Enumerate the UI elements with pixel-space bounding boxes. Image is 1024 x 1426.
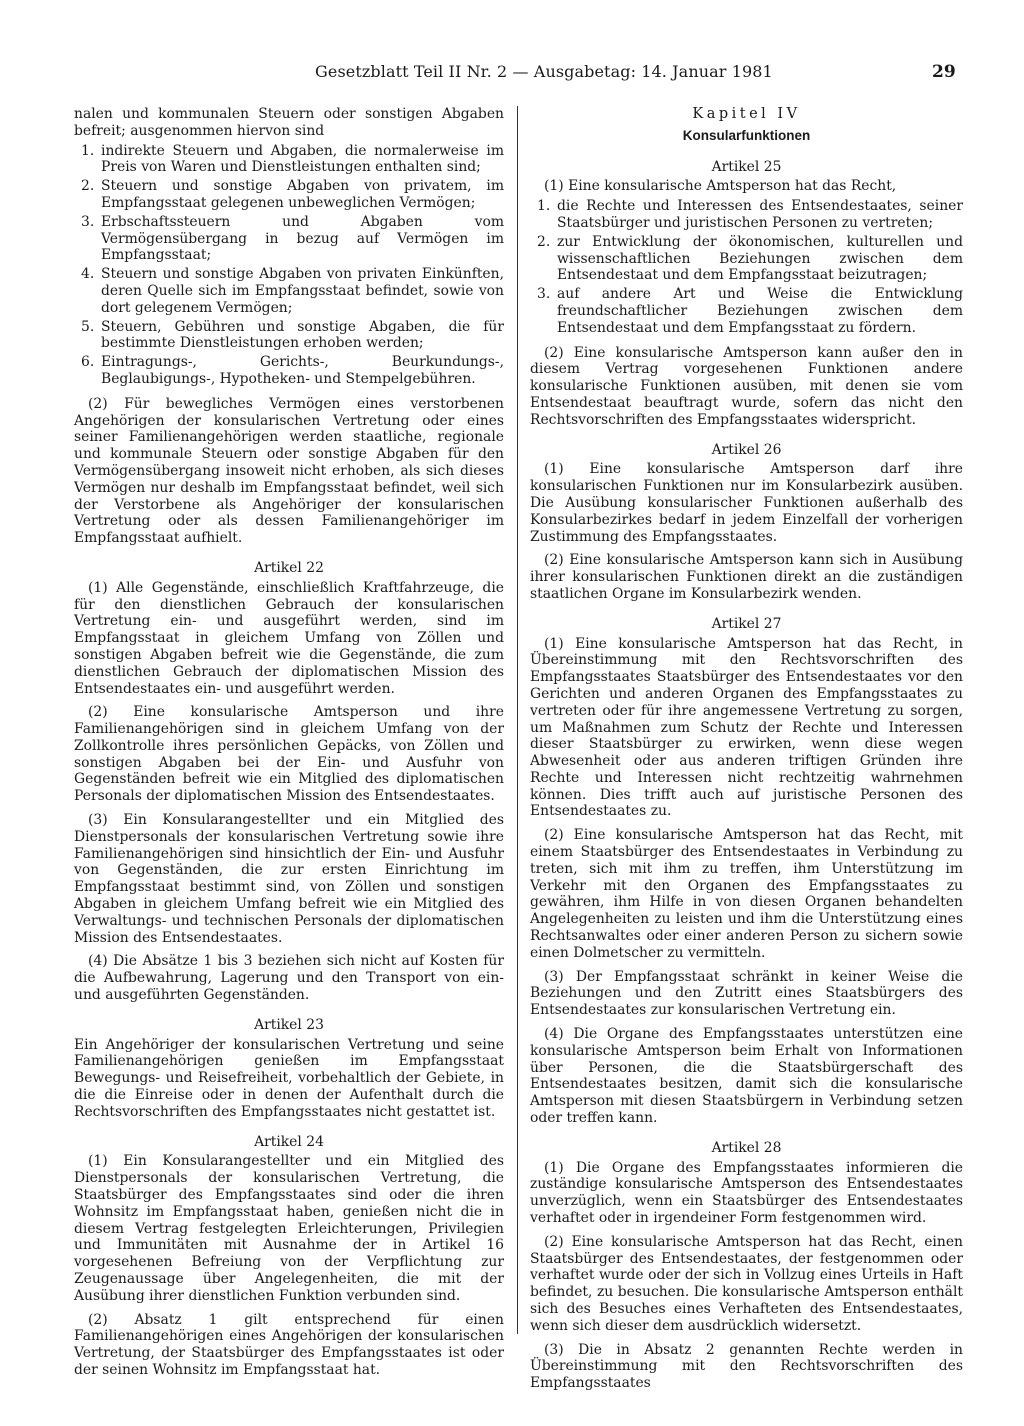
list-number: 3. bbox=[81, 213, 95, 230]
paragraph: (3) Ein Konsularangestellter und ein Mitglied des Dienstpersonals der konsularischen Vertretung sowie ihre Familienangehörigen sind hinsichtlich der Ein- und Ausfuhr von Gegenständen, die zur ersten Einrichtung im Empfangsstaat bestimmt sind, von Zöllen und sonstigen Abgaben in gleichem Umfang befreit wie ein Mitglied des Verwaltungs- und technischen Personals der diplomatischen Mission des Entsendestaates. bbox=[74, 812, 504, 946]
list-number: 6. bbox=[81, 354, 95, 371]
paragraph: (2) Eine konsularische Amtsperson kann sich in Ausübung ihrer konsularischen Funktionen direkt an die zuständigen staatlichen Organe im Konsularbezirk wenden. bbox=[530, 552, 963, 602]
list-number: 3. bbox=[537, 286, 551, 303]
paragraph: Ein Angehöriger der konsularischen Vertretung und seine Familienangehörigen genießen im Empfangsstaat Bewegungs- und Reisefreiheit, vorbehaltlich der Gebiete, in die die Einreise oder in denen der Aufenthalt durch die Rechtsvorschriften des Empfangsstaates nicht gestattet ist. bbox=[74, 1036, 504, 1120]
chapter-title: Konsularfunktionen bbox=[682, 127, 811, 143]
list-text: Steuern und sonstige Abgaben von privatem, im Empfangsstaat gelegenen unbeweglichen Vermögen; bbox=[101, 178, 504, 211]
paragraph: (1) Die Organe des Empfangsstaates informieren die zuständige konsularische Amtsperson des Entsendestaates unverzüglich, wenn ein Staatsbürger des Entsendestaates verhaftet oder in irgendeiner Form festgenommen wird. bbox=[530, 1159, 963, 1227]
article-heading: Artikel 25 bbox=[711, 158, 782, 175]
article-heading: Artikel 22 bbox=[254, 559, 324, 576]
paragraph: (2) Absatz 1 gilt entsprechend für einen Familienangehörigen eines Angehörigen der konsularischen Vertretung, der Staatsbürger des Empfangsstaates ist oder der seinen Wohnsitz im Empfangsstaat hat. bbox=[74, 1311, 504, 1378]
article-heading: Artikel 27 bbox=[711, 615, 782, 632]
page-header bbox=[0, 62, 1024, 88]
list-number: 1. bbox=[81, 142, 95, 159]
list-text: die Rechte und Interessen des Entsendestaates, seiner Staatsbürger und juristischen Personen zu vertreten; bbox=[557, 198, 963, 231]
list-item bbox=[74, 214, 504, 264]
list-text: Eintragungs-, Gerichts-, Beurkundungs-, Beglaubigungs-, Hypotheken- und Stempelgebühren. bbox=[101, 354, 504, 387]
page-number: 29 bbox=[932, 62, 956, 82]
list-number: 4. bbox=[81, 266, 95, 283]
article-heading: Artikel 23 bbox=[254, 1016, 324, 1033]
list-number: 2. bbox=[537, 233, 551, 250]
chapter-heading: Kapitel IV bbox=[692, 106, 801, 122]
list-item bbox=[74, 354, 504, 388]
list-item bbox=[530, 286, 963, 336]
list-item bbox=[74, 143, 504, 177]
paragraph: (4) Die Absätze 1 bis 3 beziehen sich nicht auf Kosten für die Aufbewahrung, Lagerung und den Transport von ein- und ausgeführten Gegenständen. bbox=[74, 953, 504, 1004]
list-number: 5. bbox=[81, 318, 95, 335]
paragraph: (2) Eine konsularische Amtsperson und ihre Familienangehörigen sind in gleichem Umfang von der Zollkontrolle ihres persönlichen Gepäcks, von Zöllen und sonstigen Abgaben bei der Ein- und Ausfuhr von Gegenständen befreit wie ein Mitglied des diplomatischen Personals der diplomatischen Mission des Entsendestaates. bbox=[74, 704, 504, 805]
list-item bbox=[530, 198, 963, 232]
paragraph: (1) Eine konsularische Amtsperson hat das Recht, in Übereinstimmung mit den Rechtsvorschriften des Empfangsstaates Staatsbürger des Entsendestaates vor den Gerichten und anderen Organen des Empfangsstaates zu vertreten oder für ihre angemessene Vertretung zu sorgen, um Maßnahmen zum Schutz der Rechte und Interessen dieser Staatsbürger zu erwirken, wenn diese wegen Abwesenheit oder aus anderen triftigen Gründen ihre Rechte und Interessen nicht rechtzeitig wahrnehmen können. Dies trifft auch auf juristische Personen des Entsendestaates zu. bbox=[530, 635, 963, 820]
paragraph: nalen und kommunalen Steuern oder sonstigen Abgaben befreit; ausgenommen hiervon sind bbox=[74, 106, 504, 139]
paragraph: (1) Eine konsularische Amtsperson hat das Recht, bbox=[544, 178, 897, 195]
article-heading: Artikel 28 bbox=[711, 1139, 782, 1156]
list-text: Steuern, Gebühren und sonstige Abgaben, die für bestimmte Dienstleistungen erhoben werden; bbox=[101, 318, 504, 352]
list-text: zur Entwicklung der ökonomischen, kulturellen und wissenschaftlichen Beziehungen zwischen dem Entsendestaat und dem Empfangsstaat beizutragen; bbox=[557, 233, 963, 284]
paragraph: (2) Eine konsularische Amtsperson kann außer den in diesem Vertrag vorgesehenen Funktionen andere konsularische Funktionen ausüben, mit denen sie vom Entsendestaat beauftragt wurde, sofern das nicht den Rechtsvorschriften des Empfangsstaates widerspricht. bbox=[530, 344, 963, 428]
paragraph: (1) Ein Konsularangestellter und ein Mitglied des Dienstpersonals der konsularischen Vertretung, die Staatsbürger des Empfangsstaates sind oder die ihren Wohnsitz im Empfangsstaat haben, genießen nicht die in diesem Vertrag festgelegten Erleichterungen, Privilegien und Immunitäten mit Ausnahme der in Artikel 16 vorgesehenen Befreiung von der Verpflichtung zur Zeugenaussage über Angelegenheiten, die mit der Ausübung ihrer dienstlichen Funktion verbunden sind. bbox=[74, 1153, 504, 1304]
paragraph: (4) Die Organe des Empfangsstaates unterstützen eine konsularische Amtsperson beim Erhalt von Informationen über Personen, die die Staatsbürgerschaft des Entsendestaates besitzen, damit sich die konsularische Amtsperson mit diesen Staatsbürgern in Verbindung setzen oder treffen kann. bbox=[530, 1026, 963, 1127]
list-item bbox=[74, 266, 504, 316]
paragraph: (2) Für bewegliches Vermögen eines verstorbenen Angehörigen der konsularischen Vertretung oder eines seiner Familienangehörigen werden staatliche, regionale und kommunale Steuern oder sonstige Abgaben für den Vermögensübergang insoweit nicht erhoben, als sich dieses Vermögen nur deshalb im Empfangsstaat befindet, weil sich der Verstorbene als Angehöriger der konsularischen Vertretung oder als dessen Familienangehöriger im Empfangsstaat aufhielt. bbox=[74, 395, 504, 547]
paragraph: (3) Die in Absatz 2 genannten Rechte werden in Übereinstimmung mit den Rechtsvorschriften des Empfangsstaates bbox=[530, 1341, 963, 1392]
list-text: Steuern und sonstige Abgaben von privaten Einkünften, deren Quelle sich im Empfangsstaat befindet, sowie von dort gelegenem Vermögen; bbox=[101, 266, 504, 316]
list-item bbox=[74, 319, 504, 353]
list-text: Erbschaftssteuern und Abgaben vom Vermögensübergang in bezug auf Vermögen im Empfangsstaat; bbox=[101, 213, 504, 264]
paragraph: (2) Eine konsularische Amtsperson hat das Recht, einen Staatsbürger des Entsendestaates, der festgenommen oder verhaftet wurde oder der sich in Vollzug eines Urteils in Haft befindet, zu besuchen. Die konsularische Amtsperson enthält sich des Besuches eines Verhafteten des Entsendestaates, wenn sich dieser dem ausdrücklich widersetzt. bbox=[530, 1233, 963, 1334]
paragraph: (1) Alle Gegenstände, einschließlich Kraftfahrzeuge, die für den dienstlichen Gebrauch der konsularischen Vertretung ein- und ausgeführt werden, sind im Empfangsstaat in gleichem Umfang von Zöllen und sonstigen Abgaben befreit wie die Gegenstände, die zum dienstlichen Gebrauch der diplomatischen Mission des Entsendestaates ein- und ausgeführt werden. bbox=[74, 579, 504, 697]
list-text: auf andere Art und Weise die Entwicklung freundschaftlicher Beziehungen zwischen dem Entsendestaat und dem Empfangsstaat zu fördern. bbox=[557, 286, 963, 336]
article-heading: Artikel 26 bbox=[711, 441, 782, 458]
list-number: 1. bbox=[537, 198, 551, 215]
paragraph: (3) Der Empfangsstaat schränkt in keiner Weise die Beziehungen und den Zutritt eines Staatsbürgers des Entsendestaates zur konsularischen Vertretung ein. bbox=[530, 968, 963, 1019]
left-column bbox=[74, 106, 504, 1386]
list-item bbox=[74, 178, 504, 212]
gazette-title: Gesetzblatt Teil II Nr. 2 — Ausgabetag: 14. Januar 1981 bbox=[315, 62, 773, 81]
paragraph: (1) Eine konsularische Amtsperson darf ihre konsularischen Funktionen nur im Konsularbezirk ausüben. Die Ausübung konsularischer Funktionen außerhalb des Konsularbezirkes bedarf in jedem Einzelfall der vorherigen Zustimmung des Empfangsstaates. bbox=[530, 461, 963, 545]
column-divider bbox=[517, 106, 518, 1334]
list-text: indirekte Steuern und Abgaben, die normalerweise im Preis von Waren und Dienstleistungen enthalten sind; bbox=[101, 142, 504, 176]
paragraph: (2) Eine konsularische Amtsperson hat das Recht, mit einem Staatsbürger des Entsendestaates in Verbindung zu treten, sich mit ihm zu treffen, ihm Unterstützung im Verkehr mit den Organen des Empfangsstaates zu gewähren, ihm Hilfe in von diesen Organen behandelten Angelegenheiten zu leisten und ihm die Unterstützung eines Rechtsanwaltes oder einer anderen Person zu sichern sowie einen Dolmetscher zu vermitteln. bbox=[530, 827, 963, 961]
list-item bbox=[530, 234, 963, 284]
list-number: 2. bbox=[81, 178, 95, 195]
article-heading: Artikel 24 bbox=[254, 1133, 324, 1150]
right-column bbox=[530, 106, 963, 1399]
